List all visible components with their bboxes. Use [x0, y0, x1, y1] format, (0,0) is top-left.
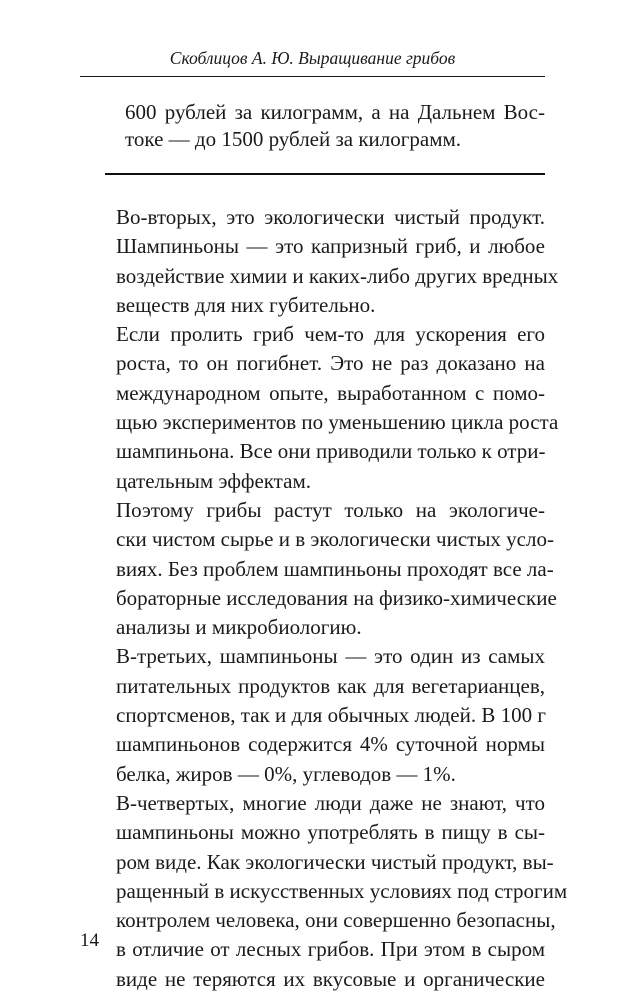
- text-line: бораторные исследования на физико-химические: [116, 585, 557, 610]
- text-line: воздействие химии и каких-либо других вредных: [116, 263, 559, 288]
- running-title: Скоблицов А. Ю. Выращивание грибов: [169, 48, 456, 68]
- text-line: в отличие от лесных грибов. При этом в сыром: [116, 937, 545, 962]
- text-line: Если пролить гриб чем-то для ускорения его: [116, 322, 545, 347]
- callout-box: [125, 99, 545, 153]
- text-line: цательным эффектам.: [116, 468, 311, 493]
- text-line: роста, то он погибнет. Это не раз доказано на: [116, 351, 545, 376]
- paragraph: [80, 203, 559, 320]
- callout-line: токе — до 1500 рублей за килограмм.: [125, 127, 462, 151]
- callout-line: 600 рублей за килограмм, а на Дальнем Вос-: [125, 100, 545, 124]
- text-line: Шампиньоны — это капризный гриб, и любое: [116, 234, 545, 259]
- text-line: ращенный в искусственных условиях под строгим: [116, 878, 568, 903]
- text-line: контролем человека, они совершенно безопасны,: [116, 908, 556, 933]
- paragraph: [80, 789, 568, 994]
- page-number: 14: [80, 930, 99, 951]
- paragraph: [80, 496, 557, 642]
- header-rule: [80, 76, 545, 77]
- text-line: Во-вторых, это экологически чистый продукт.: [116, 205, 545, 229]
- text-line: виде не теряются их вкусовые и органические: [116, 966, 545, 991]
- text-line: В-третьих, шампиньоны — это один из самых: [116, 644, 545, 669]
- text-line: питательных продуктов как для вегетарианцев,: [116, 673, 545, 698]
- text-line: белка, жиров — 0%, углеводов — 1%.: [116, 761, 456, 786]
- paragraph: [80, 320, 559, 496]
- text-line: В-четвертых, многие люди даже не знают, что: [116, 790, 545, 815]
- text-line: шампиньоны можно употреблять в пищу в сы-: [116, 820, 545, 845]
- text-line: Поэтому грибы растут только на экологиче-: [116, 497, 545, 522]
- text-line: веществ для них губительно.: [116, 292, 376, 317]
- text-line: виях. Без проблем шампиньоны проходят все ла-: [116, 556, 554, 581]
- callout-text: [125, 99, 545, 153]
- text-line: шампиньонов содержится 4% суточной нормы: [116, 732, 545, 757]
- callout-rule: [105, 173, 545, 175]
- text-line: ски чистом сырье и в экологически чистых усло-: [116, 527, 554, 552]
- main-text: [80, 203, 568, 994]
- text-line: шампиньона. Все они приводили только к отри-: [116, 439, 546, 464]
- text-line: ром виде. Как экологически чистый продукт, вы-: [116, 849, 554, 874]
- text-line: спортсменов, так и для обычных людей. В 100 г: [116, 703, 546, 728]
- text-line: анализы и микробиологию.: [116, 615, 362, 640]
- text-line: щью экспериментов по уменьшению цикла роста: [116, 410, 559, 435]
- text-line: международном опыте, выработанном с помо-: [116, 380, 545, 405]
- paragraph: [80, 642, 545, 788]
